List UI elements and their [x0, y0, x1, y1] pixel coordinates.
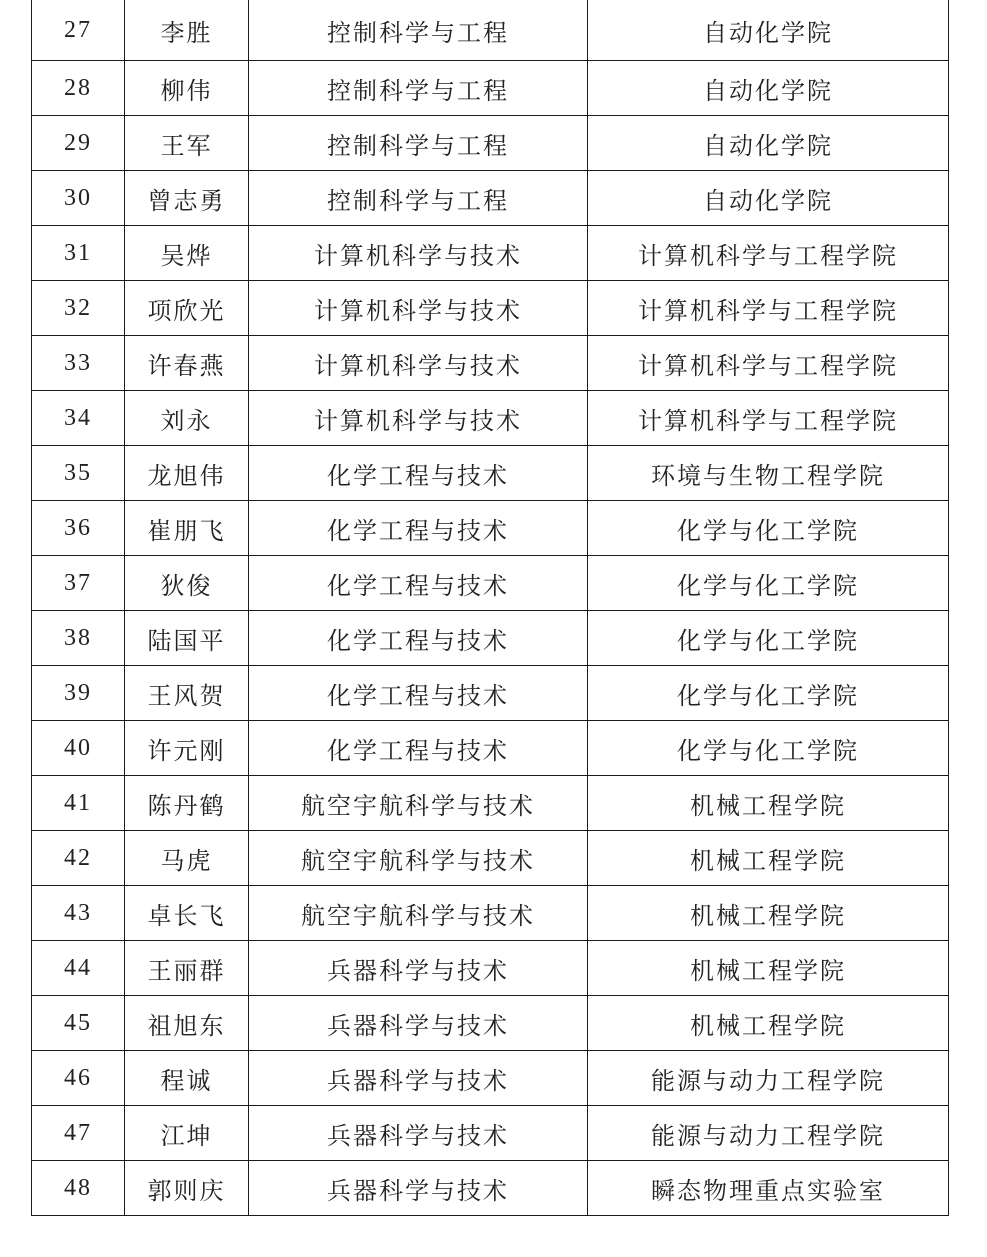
school-cell: 机械工程学院	[588, 776, 949, 831]
row-number-cell: 32	[32, 281, 125, 336]
person-name-cell: 项欣光	[125, 281, 249, 336]
row-number-cell: 41	[32, 776, 125, 831]
table-row	[32, 336, 949, 391]
school-cell: 计算机科学与工程学院	[588, 226, 949, 281]
school-cell: 自动化学院	[588, 171, 949, 226]
row-number-cell: 38	[32, 611, 125, 666]
table-row	[32, 116, 949, 171]
person-name-cell: 许春燕	[125, 336, 249, 391]
school-cell: 自动化学院	[588, 116, 949, 171]
table-row	[32, 446, 949, 501]
table-row	[32, 996, 949, 1051]
table-row	[32, 886, 949, 941]
row-number-cell: 37	[32, 556, 125, 611]
discipline-cell: 化学工程与技术	[249, 446, 588, 501]
discipline-cell: 计算机科学与技术	[249, 226, 588, 281]
table-row	[32, 941, 949, 996]
discipline-cell: 航空宇航科学与技术	[249, 886, 588, 941]
discipline-cell: 航空宇航科学与技术	[249, 776, 588, 831]
school-cell: 化学与化工学院	[588, 556, 949, 611]
row-number-cell: 39	[32, 666, 125, 721]
row-number-cell: 42	[32, 831, 125, 886]
discipline-cell: 化学工程与技术	[249, 556, 588, 611]
school-cell: 化学与化工学院	[588, 611, 949, 666]
person-name-cell: 王丽群	[125, 941, 249, 996]
person-name-cell: 陈丹鹤	[125, 776, 249, 831]
row-number-cell: 30	[32, 171, 125, 226]
person-name-cell: 马虎	[125, 831, 249, 886]
discipline-cell: 兵器科学与技术	[249, 1161, 588, 1216]
table-row	[32, 1051, 949, 1106]
discipline-cell: 控制科学与工程	[249, 61, 588, 116]
person-name-cell: 狄俊	[125, 556, 249, 611]
row-number-cell: 48	[32, 1161, 125, 1216]
row-number-cell: 29	[32, 116, 125, 171]
discipline-cell: 计算机科学与技术	[249, 336, 588, 391]
table-row	[32, 666, 949, 721]
school-cell: 机械工程学院	[588, 831, 949, 886]
row-number-cell: 46	[32, 1051, 125, 1106]
discipline-cell: 航空宇航科学与技术	[249, 831, 588, 886]
school-cell: 瞬态物理重点实验室	[588, 1161, 949, 1216]
person-name-cell: 龙旭伟	[125, 446, 249, 501]
row-number-cell: 40	[32, 721, 125, 776]
discipline-cell: 计算机科学与技术	[249, 391, 588, 446]
person-name-cell: 王军	[125, 116, 249, 171]
row-number-cell: 44	[32, 941, 125, 996]
discipline-cell: 兵器科学与技术	[249, 1106, 588, 1161]
person-name-cell: 吴烨	[125, 226, 249, 281]
school-cell: 环境与生物工程学院	[588, 446, 949, 501]
person-name-cell: 江坤	[125, 1106, 249, 1161]
row-number-cell: 31	[32, 226, 125, 281]
row-number-cell: 28	[32, 61, 125, 116]
table-row	[32, 501, 949, 556]
row-number-cell: 35	[32, 446, 125, 501]
table-row	[32, 776, 949, 831]
discipline-cell: 兵器科学与技术	[249, 941, 588, 996]
row-number-cell: 43	[32, 886, 125, 941]
table-row	[32, 721, 949, 776]
person-name-cell: 李胜	[125, 0, 249, 61]
person-name-cell: 卓长飞	[125, 886, 249, 941]
person-name-cell: 柳伟	[125, 61, 249, 116]
school-cell: 机械工程学院	[588, 941, 949, 996]
person-name-cell: 陆国平	[125, 611, 249, 666]
discipline-cell: 控制科学与工程	[249, 0, 588, 61]
school-cell: 化学与化工学院	[588, 666, 949, 721]
discipline-cell: 化学工程与技术	[249, 721, 588, 776]
discipline-cell: 化学工程与技术	[249, 611, 588, 666]
school-cell: 能源与动力工程学院	[588, 1106, 949, 1161]
school-cell: 化学与化工学院	[588, 721, 949, 776]
person-name-cell: 许元刚	[125, 721, 249, 776]
roster-table	[31, 0, 949, 1216]
discipline-cell: 兵器科学与技术	[249, 1051, 588, 1106]
discipline-cell: 兵器科学与技术	[249, 996, 588, 1051]
school-cell: 计算机科学与工程学院	[588, 281, 949, 336]
discipline-cell: 化学工程与技术	[249, 666, 588, 721]
roster-table-body	[32, 0, 949, 1216]
table-row	[32, 1161, 949, 1216]
row-number-cell: 27	[32, 0, 125, 61]
school-cell: 机械工程学院	[588, 996, 949, 1051]
person-name-cell: 曾志勇	[125, 171, 249, 226]
person-name-cell: 崔朋飞	[125, 501, 249, 556]
discipline-cell: 计算机科学与技术	[249, 281, 588, 336]
row-number-cell: 45	[32, 996, 125, 1051]
row-number-cell: 34	[32, 391, 125, 446]
table-row	[32, 281, 949, 336]
discipline-cell: 控制科学与工程	[249, 116, 588, 171]
person-name-cell: 刘永	[125, 391, 249, 446]
school-cell: 能源与动力工程学院	[588, 1051, 949, 1106]
person-name-cell: 郭则庆	[125, 1161, 249, 1216]
table-row	[32, 831, 949, 886]
row-number-cell: 36	[32, 501, 125, 556]
table-row	[32, 1106, 949, 1161]
school-cell: 自动化学院	[588, 61, 949, 116]
table-row	[32, 61, 949, 116]
table-row	[32, 226, 949, 281]
school-cell: 计算机科学与工程学院	[588, 391, 949, 446]
school-cell: 自动化学院	[588, 0, 949, 61]
table-row	[32, 391, 949, 446]
discipline-cell: 控制科学与工程	[249, 171, 588, 226]
person-name-cell: 王风贺	[125, 666, 249, 721]
school-cell: 化学与化工学院	[588, 501, 949, 556]
table-row	[32, 611, 949, 666]
table-row	[32, 556, 949, 611]
roster-sheet	[31, 0, 948, 1216]
table-row	[32, 171, 949, 226]
school-cell: 机械工程学院	[588, 886, 949, 941]
table-row	[32, 0, 949, 61]
school-cell: 计算机科学与工程学院	[588, 336, 949, 391]
person-name-cell: 祖旭东	[125, 996, 249, 1051]
row-number-cell: 33	[32, 336, 125, 391]
person-name-cell: 程诚	[125, 1051, 249, 1106]
row-number-cell: 47	[32, 1106, 125, 1161]
discipline-cell: 化学工程与技术	[249, 501, 588, 556]
